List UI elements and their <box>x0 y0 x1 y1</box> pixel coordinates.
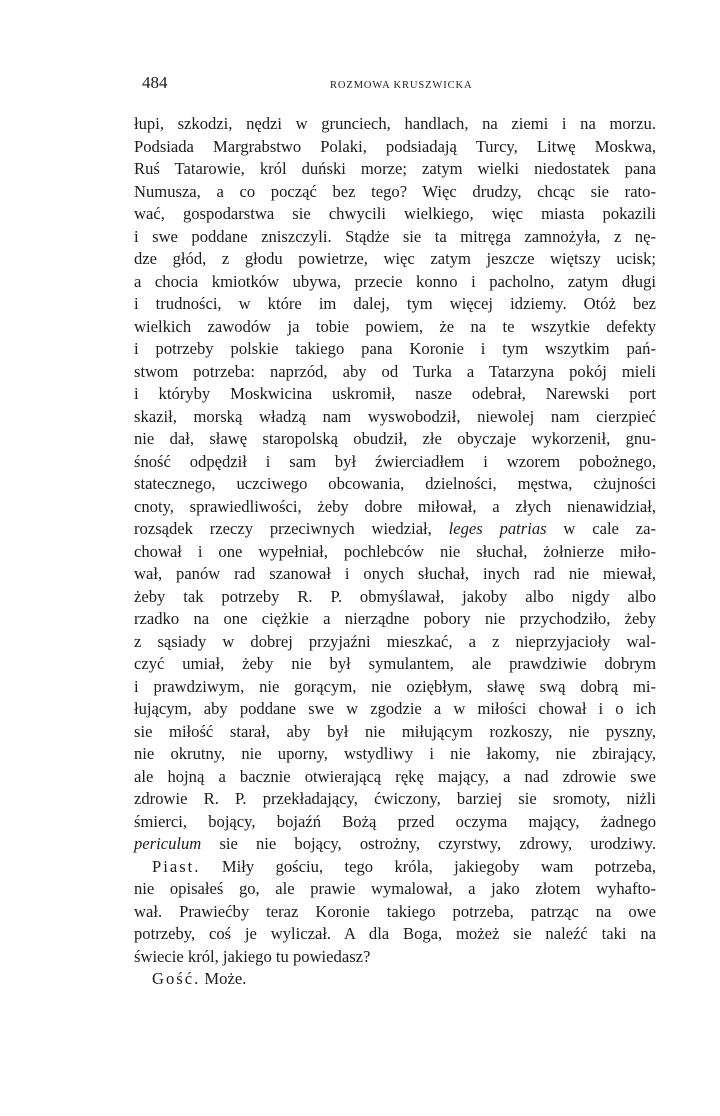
text-segment: Może. <box>204 969 247 988</box>
text-line: cnoty, sprawiedliwości, żeby dobre miłował, a złych nienawidział, <box>134 496 656 516</box>
text-line: dze głód, z głodu powietrze, więc zatym jeszcze więtszy ucisk; <box>134 249 656 268</box>
text-line: rzadko na one ciężkie a nierządne pobory nie przychodziło, żeby <box>134 609 656 628</box>
text-line: a chocia kmiotków ubywa, przecie konno i pacholno, zatym długi <box>134 271 656 291</box>
text-line: skaził, morską władzą nam wyswobodził, niewolej nam cierzpieć <box>134 406 656 426</box>
body-text <box>134 113 656 991</box>
text-segment: w cale za- <box>563 519 656 538</box>
text-line: nie opisałeś go, ale prawie wymalował, a jako złotem wyhafto- <box>134 879 656 898</box>
text-line: żeby tak potrzeby R. P. obmyślawał, jakoby albo nigdy albo <box>134 586 656 606</box>
text-line: ale hojną a bacznie otwierającą rękę mający, a nad zdrowie swe <box>134 766 656 786</box>
speaker-name: Gość. <box>152 969 201 988</box>
text-line: śność odpędził i sam był źwierciadłem i wzorem pobożnego, <box>134 451 656 471</box>
italic-phrase: periculum <box>134 834 202 853</box>
text-line: łującym, aby poddane swe w zgodzie a w miłości chował i o ich <box>134 699 656 718</box>
text-line: wać, gospodarstwa sie chwycili wielkiego, więc miasta pokazili <box>134 204 656 223</box>
text-line <box>134 833 656 856</box>
text-line <box>134 856 656 879</box>
text-line: wał. Prawiećby teraz Koronie takiego potrzeba, patrząc na owe <box>134 901 656 921</box>
text-line: Podsiada Margrabstwo Polaki, podsiadają Turcy, Litwę Moskwa, <box>134 136 656 156</box>
text-line: i trudności, w które im dalej, tym więcej idziemy. Otóż bez <box>134 294 656 313</box>
speaker-name: Piast. <box>152 856 201 876</box>
text-segment: Miły gościu, tego króla, jakiegoby wam potrzeba, <box>221 856 656 876</box>
text-line: i któryby Moskwicina uskromił, nasze odebrał, Narewski port <box>134 384 656 403</box>
text-line: i potrzeby polskie takiego pana Koronie i tym wszytkim pań- <box>134 339 656 358</box>
text-line: zdrowie R. P. przekładający, ćwiczony, barziej sie sromoty, niżli <box>134 789 656 808</box>
text-line: i swe poddane zniszczyli. Stądże sie ta mitręga zamnożyła, z nę- <box>134 226 656 246</box>
text-line: z sąsiady w dobrej przyjaźni mieszkać, a z nieprzyjacioły wal- <box>134 631 656 651</box>
text-line <box>134 968 656 991</box>
text-line: chował i one wypełniał, pochlebców nie słuchał, żołnierze miło- <box>134 541 656 561</box>
text-line <box>134 518 656 541</box>
page-number: 484 <box>142 73 168 92</box>
text-line: Numusza, a co począć bez tego? Więc drudzy, chcąc sie rato- <box>134 181 656 201</box>
text-segment: rozsądek rzeczy przeciwnych wiedział, <box>134 519 432 538</box>
text-line: świecie król, jakiego tu powiedasz? <box>134 946 371 966</box>
text-line: śmierci, bojący, bojaźń Bożą przed oczyma mający, żadnego <box>134 811 656 831</box>
text-line: statecznego, uczciwego obcowania, dzielności, męstwa, cżujności <box>134 474 656 493</box>
text-line: i prawdziwym, nie gorącym, nie oziębłym, sławę swą dobrą mi- <box>134 676 656 696</box>
text-segment: sie nie bojący, ostrożny, czyrstwy, zdrowy, urodziwy. <box>219 834 656 853</box>
text-line: łupi, szkodzi, nędzi w grunciech, handlach, na ziemi i na morzu. <box>134 114 656 133</box>
text-line: wielkich zawodów ja tobie powiem, że na te wszytkie defekty <box>134 316 656 336</box>
text-line: wał, panów rad szanował i onych słuchał, inych rad nie miewał, <box>134 564 656 583</box>
text-line: sie miłość starał, aby był nie miłującym rozkoszy, nie pyszny, <box>134 721 656 741</box>
text-line: nie okrutny, nie uporny, wstydliwy i nie łakomy, nie zbirający, <box>134 744 656 763</box>
running-head: ROZMOWA KRUSZWICKA <box>330 80 473 91</box>
text-line: czyć umiał, żeby nie był symulantem, ale prawdziwie dobrym <box>134 654 656 673</box>
italic-phrase: leges patrias <box>448 519 547 538</box>
text-line: stwom potrzeba: naprzód, aby od Turka a Tatarzyna pokój mieli <box>134 361 656 381</box>
text-line: nie dał, sławę staropolską obudził, złe obyczaje wykorzenił, gnu- <box>134 429 656 448</box>
text-line: Ruś Tatarowie, król duński morze; zatym wielki niedostatek pana <box>134 159 656 178</box>
text-line: potrzeby, coś je wyliczał. A dla Boga, możeż sie naleźć taki na <box>134 924 656 943</box>
